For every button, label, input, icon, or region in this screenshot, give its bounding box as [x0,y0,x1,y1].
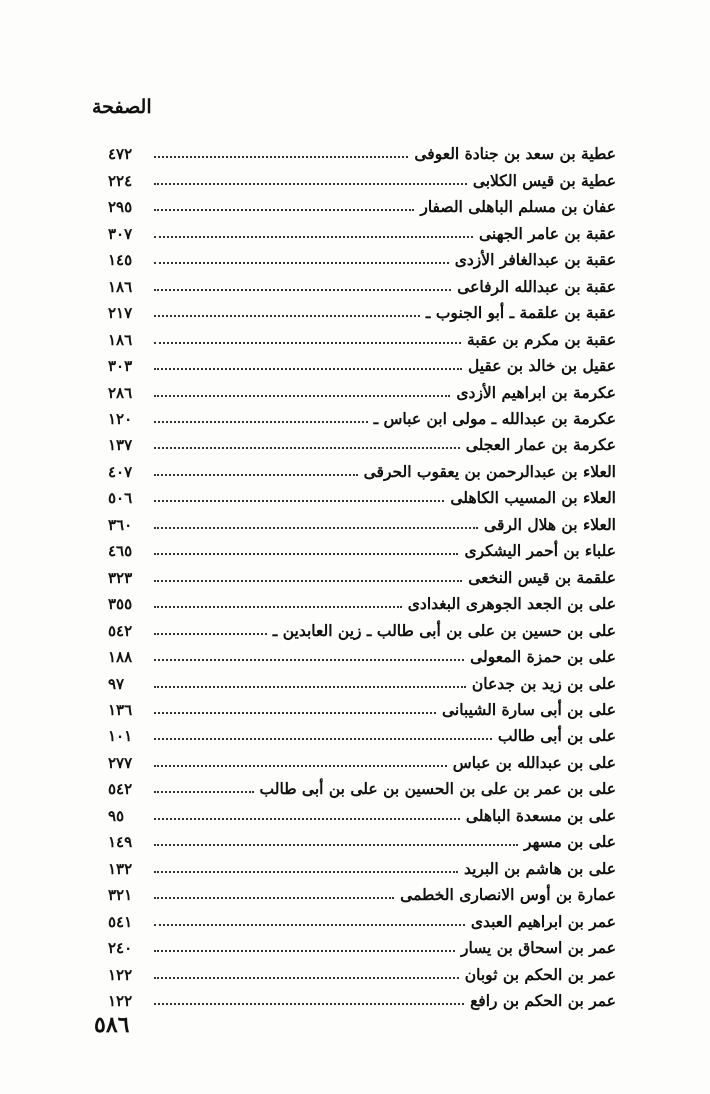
entry-name: عطية بن سعد بن جنادة العوفى [414,144,616,164]
dot-leader [154,395,450,397]
dot-leader [154,474,358,476]
entry-name: على بن عمر بن على بن الحسين بن على بن أبى طالب [259,779,616,799]
index-entry [108,854,616,880]
dot-leader [154,156,408,158]
index-entry [108,352,616,378]
entry-name: على بن مسعدة الباهلى [465,805,616,825]
entry-page-number: ١٣٧ [108,436,133,455]
entry-name: عقبة بن عامر الجهنى [479,223,616,243]
index-entry [108,484,616,510]
dot-leader [154,871,458,873]
dot-leader [154,447,460,449]
entry-page-number: ١٤٥ [108,251,133,270]
entry-name: عمر بن ابراهيم العبدى [470,911,616,931]
index-entry [108,537,616,563]
entry-name: على بن حسين بن على بن أبى طالب ـ زين العابدين ـ [272,620,616,640]
entry-page-number: ٩٥ [108,806,125,825]
page-number: ٥٨٦ [94,1012,130,1038]
entry-name: عمر بن اسحاق بن يسار [461,938,616,958]
dot-leader [154,342,461,344]
entry-name: عكرمة بن عبدالله ـ مولى ابن عباس ـ [373,408,616,428]
dot-leader [154,209,414,211]
index-entry [108,246,616,272]
index-entry [108,590,616,616]
dot-leader [154,553,458,555]
entry-name: عمر بن الحكم بن ثوبان [464,964,616,984]
index-entry [108,801,616,827]
dot-leader [154,818,460,820]
entry-name: عقيل بن خالد بن عقيل [468,356,616,376]
entry-page-number: ١٨٦ [108,330,133,349]
dot-leader [154,183,467,185]
entry-name: عقبة بن عبدالله الرفاعى [457,276,616,296]
entry-page-number: ١٣٢ [108,859,133,878]
entry-name: عقبة بن علقمة ـ أبو الجنوب ـ [425,303,616,323]
dot-leader [154,712,436,714]
index-entry [108,934,616,960]
entry-page-number: ٢٨٦ [108,383,133,402]
index-entry [108,643,616,669]
entry-name: عقبة بن عبدالغافر الأزدى [454,250,616,270]
entry-page-number: ١٨٨ [108,648,133,667]
dot-leader [154,977,459,979]
dot-leader [154,262,449,264]
entry-page-number: ٥٤٢ [108,780,133,799]
entry-page-number: ١٢٠ [108,409,133,428]
index-entry [108,431,616,457]
entry-name: على بن حمزة المعولى [470,647,616,667]
index-entry [108,563,616,589]
entry-page-number: ٤٧٢ [108,145,133,164]
dot-leader [154,738,492,740]
entry-name: عكرمة بن عمار العجلى [465,435,616,455]
index-entry [108,722,616,748]
dot-leader [154,315,420,317]
dot-leader [154,659,464,661]
dot-leader [154,289,451,291]
entry-name: علباء بن أحمر اليشكرى [464,541,616,561]
dot-leader [154,765,447,767]
dot-leader [154,500,444,502]
entry-page-number: ١٨٦ [108,277,133,296]
entry-page-number: ٤٦٥ [108,542,133,561]
index-entry [108,616,616,642]
index-entry [108,166,616,192]
entry-name: العلاء بن هلال الرقى [484,514,616,534]
dot-leader [154,897,394,899]
entry-page-number: ٢٤٠ [108,939,133,958]
page-column-header: الصفحة [92,96,152,118]
index-entry [108,140,616,166]
dot-leader [154,1003,464,1005]
index-entry [108,669,616,695]
entry-page-number: ١٠١ [108,727,133,746]
index-entry [108,272,616,298]
entry-page-number: ٣٢٣ [108,568,133,587]
index-entry [108,405,616,431]
entry-name: على بن أبى طالب [497,726,616,746]
entry-page-number: ٣٦٠ [108,515,133,534]
index-entry [108,325,616,351]
entry-page-number: ٤٠٧ [108,462,133,481]
entry-name: على بن عبدالله بن عباس [452,752,616,772]
entry-name: العلاء بن عبدالرحمن بن يعقوب الحرقى [363,461,616,481]
entry-name: على بن زيد بن جدعان [471,673,616,693]
entry-page-number: ٢٩٥ [108,198,133,217]
entry-name: على بن الجعد الجوهرى البغدادى [407,594,616,614]
entry-page-number: ١٢٢ [108,991,133,1010]
entry-name: عطية بن قيس الكلابى [472,170,616,190]
entry-page-number: ٥٠٦ [108,489,133,508]
index-entry [108,881,616,907]
entry-name: على بن أبى سارة الشيبانى [441,699,616,719]
entry-page-number: ٣٢١ [108,886,133,905]
index-entry [108,987,616,1013]
entry-page-number: ٢١٧ [108,304,133,323]
entry-name: عفان بن مسلم الباهلى الصفار [420,197,616,217]
entry-page-number: ١٢٢ [108,965,133,984]
index-entry [108,193,616,219]
entry-page-number: ١٤٩ [108,833,133,852]
entry-name: على بن مسهر [523,832,616,852]
entry-page-number: ٣٠٧ [108,224,133,243]
index-entry [108,748,616,774]
index-entry [108,378,616,404]
entry-name: علقمة بن قيس النخعى [468,567,616,587]
dot-leader [154,580,462,582]
dot-leader [154,950,455,952]
dot-leader [154,844,518,846]
entry-page-number: ٢٢٤ [108,171,133,190]
entry-page-number: ٢٧٧ [108,753,133,772]
index-list [108,140,616,1013]
dot-leader [154,421,368,423]
dot-leader [154,527,478,529]
entry-page-number: ٣٠٣ [108,357,133,376]
index-entry [108,775,616,801]
dot-leader [154,633,267,635]
entry-name: عمارة بن أوس الانصارى الخطمى [400,885,616,905]
entry-page-number: ٩٧ [108,674,125,693]
dot-leader [154,368,462,370]
index-entry [108,510,616,536]
entry-page-number: ٥٤٢ [108,621,133,640]
entry-name: عقبة بن مكرم بن عقبة [467,329,616,349]
index-entry [108,457,616,483]
index-entry [108,907,616,933]
dot-leader [154,686,466,688]
dot-leader [154,606,402,608]
entry-page-number: ٥٤١ [108,912,133,931]
index-entry [108,828,616,854]
entry-page-number: ١٣٦ [108,700,133,719]
dot-leader [154,924,465,926]
entry-page-number: ٣٥٥ [108,595,133,614]
entry-name: عمر بن الحكم بن رافع [470,990,616,1010]
index-entry [108,696,616,722]
index-entry [108,960,616,986]
dot-leader [154,791,254,793]
entry-name: العلاء بن المسيب الكاهلى [450,488,616,508]
dot-leader [154,236,473,238]
index-entry [108,299,616,325]
entry-name: عكرمة بن ابراهيم الأزدى [456,382,616,402]
index-entry [108,219,616,245]
entry-name: على بن هاشم بن البريد [463,858,616,878]
